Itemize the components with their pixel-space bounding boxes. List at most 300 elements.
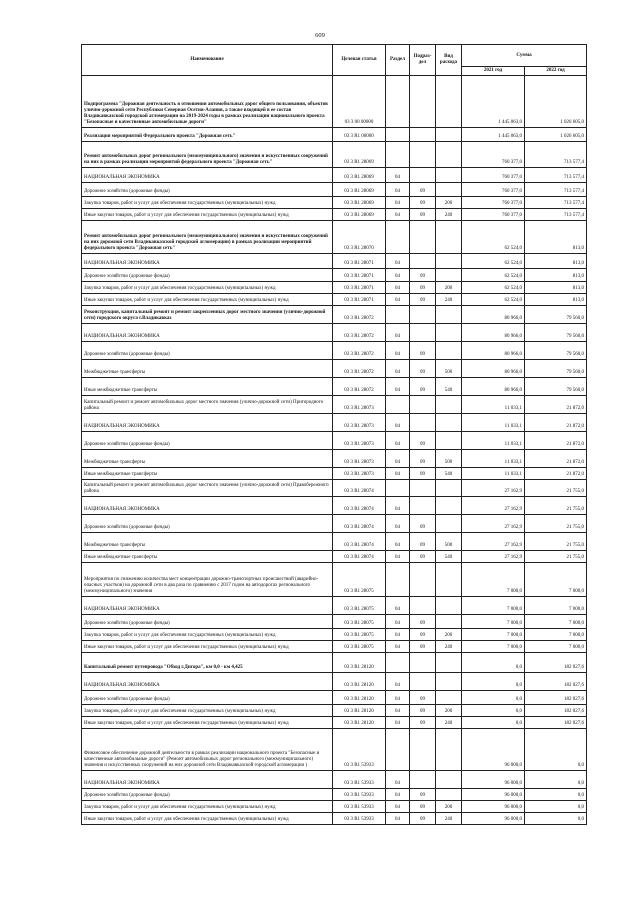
- row-sum-2021: 0,0: [462, 717, 525, 729]
- row-sum-2022: 21 872,0: [525, 396, 587, 414]
- row-expense-type: [436, 254, 462, 269]
- row-section: 04: [386, 533, 410, 551]
- row-sum-2022: 813,0: [525, 294, 587, 306]
- row-sum-2022: 7 000,0: [525, 629, 587, 641]
- row-expense-type: [436, 396, 462, 414]
- header-section: Раздел: [386, 45, 410, 76]
- table-row: [82, 729, 587, 771]
- row-subsection: [410, 76, 436, 128]
- row-sum-2021: 760 377,0: [462, 197, 525, 209]
- row-section: 04: [386, 789, 410, 801]
- row-name: НАЦИОНАЛЬНАЯ ЭКОНОМИКА: [82, 254, 333, 269]
- row-expense-type: [436, 673, 462, 691]
- row-section: 04: [386, 515, 410, 533]
- row-target-article: 03 3 R1 53933: [333, 801, 386, 813]
- row-name: НАЦИОНАЛЬНАЯ ЭКОНОМИКА: [82, 414, 333, 432]
- table-row: [82, 342, 587, 360]
- row-expense-type: [436, 771, 462, 789]
- row-expense-type: [436, 563, 462, 597]
- row-name: Иные закупки товаров, работ и услуг для обеспечения государственных (муниципальных) нужд: [82, 813, 333, 825]
- row-sum-2022: 0,0: [525, 729, 587, 771]
- row-subsection: [410, 597, 436, 615]
- row-subsection: 09: [410, 717, 436, 729]
- row-target-article: 03 3 R1 53933: [333, 729, 386, 771]
- row-target-article: 03 3 R1 28071: [333, 294, 386, 306]
- budget-table: [81, 44, 587, 825]
- row-subsection: 09: [410, 641, 436, 653]
- row-expense-type: [436, 168, 462, 183]
- row-expense-type: [436, 729, 462, 771]
- header-year-2021: 2021 год: [462, 67, 525, 76]
- row-name: Дорожное хозяйство (дорожные фонды): [82, 515, 333, 533]
- row-subsection: [410, 497, 436, 515]
- table-row: [82, 771, 587, 789]
- row-sum-2022: 713 577,4: [525, 209, 587, 221]
- row-target-article: 03 3 R1 28072: [333, 360, 386, 378]
- row-sum-2022: 182 027,6: [525, 705, 587, 717]
- row-section: 04: [386, 705, 410, 717]
- row-section: [386, 221, 410, 254]
- row-name: Ремонт автомобильных дорог регионального (межмуниципального) значения и искусственных сооружений на них дорожной сети Владикавказской городской агломерации) в рамках реализации мероприятий федерального проекта "Дорожная сеть": [82, 221, 333, 254]
- row-name: Капитальный ремонт и ремонт автомобильных дорог местного значения (улично-дорожной сети) Пригородного района: [82, 396, 333, 414]
- header-expense-type: Вид расхода: [436, 45, 462, 76]
- row-target-article: 03 3 R1 28069: [333, 168, 386, 183]
- row-section: [386, 76, 410, 128]
- row-subsection: 09: [410, 691, 436, 705]
- row-sum-2021: 27 162,9: [462, 480, 525, 497]
- row-name: Закупка товаров, работ и услуг для обеспечения государственных (муниципальных) нужд: [82, 197, 333, 209]
- table-row: [82, 468, 587, 480]
- row-sum-2022: 813,0: [525, 269, 587, 282]
- row-name: Ремонт автомобильных дорог регионального (межмуниципального) значения и искусственных сооружений на них в рамках реализации мероприятий федерального проекта "Дорожная сеть": [82, 142, 333, 168]
- row-section: 04: [386, 771, 410, 789]
- row-expense-type: 500: [436, 450, 462, 468]
- row-subsection: 09: [410, 294, 436, 306]
- row-target-article: 03 3 R1 28069: [333, 197, 386, 209]
- row-target-article: 03 3 R1 28069: [333, 142, 386, 168]
- row-subsection: 09: [410, 282, 436, 294]
- page-number: 609: [315, 32, 325, 39]
- table-row: [82, 209, 587, 221]
- table-header: [82, 45, 587, 76]
- row-sum-2021: 62 524,0: [462, 254, 525, 269]
- row-section: 04: [386, 209, 410, 221]
- row-name: Капитальный ремонт путепровода "Обход г.Дигора", км 0,0 - км 4,425: [82, 653, 333, 673]
- header-name: Наименование: [82, 45, 333, 76]
- row-sum-2021: 80 966,0: [462, 306, 525, 324]
- row-subsection: 09: [410, 342, 436, 360]
- row-name: Закупка товаров, работ и услуг для обеспечения государственных (муниципальных) нужд: [82, 629, 333, 641]
- row-subsection: 09: [410, 515, 436, 533]
- row-target-article: 03 3 R1 28072: [333, 306, 386, 324]
- row-name: Мероприятия по снижению количества мест концентрации дорожно-транспортных происшествий (аварийно-опасных участков) на дорожной сети в два раза по сравнению с 2017 годом на автодорогах регионального (межмуниципального) значения: [82, 563, 333, 597]
- row-name: НАЦИОНАЛЬНАЯ ЭКОНОМИКА: [82, 771, 333, 789]
- row-section: 04: [386, 183, 410, 197]
- row-name: Дорожное хозяйство (дорожные фонды): [82, 789, 333, 801]
- row-section: 04: [386, 282, 410, 294]
- row-name: НАЦИОНАЛЬНАЯ ЭКОНОМИКА: [82, 168, 333, 183]
- row-subsection: 09: [410, 378, 436, 396]
- row-sum-2021: 760 377,0: [462, 183, 525, 197]
- row-subsection: 09: [410, 813, 436, 825]
- row-sum-2022: 21 755,0: [525, 515, 587, 533]
- row-sum-2021: 7 000,0: [462, 641, 525, 653]
- row-subsection: 09: [410, 183, 436, 197]
- row-subsection: 09: [410, 801, 436, 813]
- row-sum-2022: 79 560,0: [525, 360, 587, 378]
- row-sum-2022: 1 026 605,0: [525, 76, 587, 128]
- row-target-article: 03 3 R1 28073: [333, 414, 386, 432]
- row-name: Иные закупки товаров, работ и услуг для обеспечения государственных (муниципальных) нужд: [82, 717, 333, 729]
- row-sum-2021: 11 033,1: [462, 414, 525, 432]
- row-sum-2021: 96 000,0: [462, 813, 525, 825]
- table-row: [82, 801, 587, 813]
- row-name: Межбюджетные трансферты: [82, 533, 333, 551]
- table-row: [82, 269, 587, 282]
- row-sum-2022: 21 872,0: [525, 432, 587, 450]
- row-name: Финансовое обеспечение дорожной деятельности в рамках реализации национального проекта "Безопасные и качественные автомобильные дороги" (Ремонт автомобильных дорог регионального (межмуниципального) значения и искусственных сооружений на них дорожной сети Владикавказской городской агломерации ): [82, 729, 333, 771]
- row-sum-2022: 813,0: [525, 254, 587, 269]
- row-section: 04: [386, 254, 410, 269]
- row-subsection: 09: [410, 197, 436, 209]
- row-subsection: 09: [410, 450, 436, 468]
- row-sum-2021: 1 445 063,0: [462, 128, 525, 142]
- row-target-article: 03 3 R1 28075: [333, 641, 386, 653]
- row-expense-type: 500: [436, 533, 462, 551]
- table-row: [82, 789, 587, 801]
- row-target-article: 03 3 R1 28072: [333, 324, 386, 342]
- row-expense-type: [436, 480, 462, 497]
- row-target-article: 03 3 R1 28074: [333, 480, 386, 497]
- table-row: [82, 533, 587, 551]
- row-target-article: 03 3 R1 28071: [333, 254, 386, 269]
- row-target-article: 03 3 R1 28072: [333, 342, 386, 360]
- row-sum-2022: 21 755,0: [525, 551, 587, 563]
- row-sum-2022: 79 560,0: [525, 324, 587, 342]
- row-expense-type: [436, 76, 462, 128]
- row-section: [386, 563, 410, 597]
- row-section: 04: [386, 551, 410, 563]
- row-sum-2021: 11 033,1: [462, 450, 525, 468]
- table-row: [82, 691, 587, 705]
- row-sum-2022: 0,0: [525, 789, 587, 801]
- row-sum-2022: 7 000,0: [525, 641, 587, 653]
- row-section: 04: [386, 717, 410, 729]
- row-name: НАЦИОНАЛЬНАЯ ЭКОНОМИКА: [82, 597, 333, 615]
- row-expense-type: [436, 324, 462, 342]
- row-section: [386, 142, 410, 168]
- row-sum-2021: 27 162,9: [462, 551, 525, 563]
- row-sum-2021: 62 524,0: [462, 282, 525, 294]
- table-row: [82, 378, 587, 396]
- table-row: [82, 360, 587, 378]
- row-sum-2021: 96 000,0: [462, 771, 525, 789]
- row-section: 04: [386, 468, 410, 480]
- row-section: 04: [386, 450, 410, 468]
- row-name: Реализация мероприятий Федерального проекта "Дорожная сеть": [82, 128, 333, 142]
- row-name: Межбюджетные трансферты: [82, 450, 333, 468]
- header-year-2022: 2022 год: [525, 67, 587, 76]
- row-sum-2022: 0,0: [525, 771, 587, 789]
- row-target-article: 03 3 R1 28075: [333, 615, 386, 629]
- table-row: [82, 197, 587, 209]
- row-target-article: 03 3 R1 28073: [333, 396, 386, 414]
- table-body: [82, 76, 587, 825]
- row-name: Иные межбюджетные трансферты: [82, 378, 333, 396]
- table-row: [82, 813, 587, 825]
- row-section: 04: [386, 641, 410, 653]
- row-subsection: 09: [410, 629, 436, 641]
- row-subsection: 09: [410, 615, 436, 629]
- row-expense-type: [436, 615, 462, 629]
- table-row: [82, 629, 587, 641]
- row-name: НАЦИОНАЛЬНАЯ ЭКОНОМИКА: [82, 673, 333, 691]
- row-target-article: 03 3 R1 28073: [333, 432, 386, 450]
- row-subsection: [410, 142, 436, 168]
- row-section: 04: [386, 813, 410, 825]
- row-section: 04: [386, 615, 410, 629]
- row-expense-type: 240: [436, 641, 462, 653]
- row-section: 04: [386, 629, 410, 641]
- row-subsection: [410, 414, 436, 432]
- row-subsection: 09: [410, 432, 436, 450]
- row-name: НАЦИОНАЛЬНАЯ ЭКОНОМИКА: [82, 324, 333, 342]
- row-sum-2021: 62 524,0: [462, 221, 525, 254]
- row-name: Подпрограмма "Дорожная деятельность в отношении автомобильных дорог общего пользования, объектов улично-дорожной сети Республики Северная Осетия-Алания, а также входящей в ее состав Владикавказской городской агломерации на 2019-2024 годы в рамках реализации национального проекта "Безопасные и качественные автомобильные дороги": [82, 76, 333, 128]
- row-target-article: 03 3 R1 28120: [333, 705, 386, 717]
- row-sum-2022: 813,0: [525, 282, 587, 294]
- table-row: [82, 515, 587, 533]
- row-subsection: [410, 168, 436, 183]
- row-expense-type: [436, 342, 462, 360]
- row-section: [386, 396, 410, 414]
- row-name: Реконструкция, капитальный ремонт и ремонт закрепленных дорог местного значения (улично-дорожной сети) городского округа г.Владикавказ: [82, 306, 333, 324]
- row-sum-2022: 713 577,4: [525, 183, 587, 197]
- row-expense-type: [436, 269, 462, 282]
- row-sum-2022: 79 560,0: [525, 378, 587, 396]
- row-subsection: [410, 480, 436, 497]
- row-expense-type: 240: [436, 209, 462, 221]
- row-expense-type: [436, 789, 462, 801]
- row-section: 04: [386, 294, 410, 306]
- row-sum-2021: 27 162,9: [462, 515, 525, 533]
- row-target-article: 03 3 R1 28070: [333, 221, 386, 254]
- row-subsection: 09: [410, 468, 436, 480]
- table-row: [82, 142, 587, 168]
- row-subsection: [410, 563, 436, 597]
- row-sum-2021: 7 000,0: [462, 597, 525, 615]
- table-row: [82, 653, 587, 673]
- row-subsection: 09: [410, 533, 436, 551]
- row-target-article: 03 3 R1 53933: [333, 813, 386, 825]
- row-name: Иные закупки товаров, работ и услуг для обеспечения государственных (муниципальных) нужд: [82, 209, 333, 221]
- row-sum-2022: 182 027,6: [525, 673, 587, 691]
- row-sum-2022: 21 755,0: [525, 480, 587, 497]
- table-row: [82, 497, 587, 515]
- table-row: [82, 414, 587, 432]
- row-target-article: 03 3 R1 53933: [333, 789, 386, 801]
- table-row: [82, 432, 587, 450]
- row-expense-type: 240: [436, 294, 462, 306]
- row-sum-2021: 80 966,0: [462, 342, 525, 360]
- row-sum-2021: 0,0: [462, 705, 525, 717]
- row-sum-2022: 713 577,4: [525, 142, 587, 168]
- table-row: [82, 294, 587, 306]
- row-target-article: 03 3 R1 28069: [333, 209, 386, 221]
- row-target-article: 03 3 R1 28071: [333, 282, 386, 294]
- row-expense-type: [436, 183, 462, 197]
- row-expense-type: 240: [436, 813, 462, 825]
- row-subsection: 09: [410, 705, 436, 717]
- row-sum-2021: 11 033,1: [462, 432, 525, 450]
- table-row: [82, 306, 587, 324]
- row-sum-2021: 96 000,0: [462, 789, 525, 801]
- row-sum-2022: 7 000,0: [525, 615, 587, 629]
- row-sum-2021: 7 000,0: [462, 563, 525, 597]
- row-sum-2022: 813,0: [525, 221, 587, 254]
- row-sum-2021: 0,0: [462, 691, 525, 705]
- row-name: Иные межбюджетные трансферты: [82, 468, 333, 480]
- table-row: [82, 183, 587, 197]
- table-row: [82, 168, 587, 183]
- row-sum-2022: 21 872,0: [525, 450, 587, 468]
- row-section: [386, 653, 410, 673]
- table-row: [82, 254, 587, 269]
- table-row: [82, 480, 587, 497]
- row-sum-2021: 80 966,0: [462, 324, 525, 342]
- row-sum-2022: 21 872,0: [525, 414, 587, 432]
- header-sum: Сумма: [462, 45, 587, 67]
- row-subsection: 09: [410, 789, 436, 801]
- row-name: Закупка товаров, работ и услуг для обеспечения государственных (муниципальных) нужд: [82, 705, 333, 717]
- row-target-article: 03 3 R1 28120: [333, 673, 386, 691]
- row-target-article: 03 3 R1 28120: [333, 691, 386, 705]
- table-row: [82, 717, 587, 729]
- row-expense-type: [436, 306, 462, 324]
- row-name: Дорожное хозяйство (дорожные фонды): [82, 342, 333, 360]
- row-section: 04: [386, 168, 410, 183]
- row-target-article: 03 3 R1 28075: [333, 629, 386, 641]
- row-target-article: 03 3 R1 28120: [333, 653, 386, 673]
- row-sum-2021: 1 445 063,0: [462, 76, 525, 128]
- row-subsection: [410, 254, 436, 269]
- row-expense-type: 540: [436, 551, 462, 563]
- row-section: 04: [386, 497, 410, 515]
- row-expense-type: 200: [436, 705, 462, 717]
- row-target-article: 03 3 R1 28075: [333, 563, 386, 597]
- row-subsection: [410, 306, 436, 324]
- row-sum-2022: 79 560,0: [525, 342, 587, 360]
- row-target-article: 03 3 R1 28073: [333, 450, 386, 468]
- row-sum-2021: 7 000,0: [462, 615, 525, 629]
- row-expense-type: 200: [436, 282, 462, 294]
- row-sum-2021: 7 000,0: [462, 629, 525, 641]
- row-name: Межбюджетные трансферты: [82, 360, 333, 378]
- row-expense-type: 500: [436, 360, 462, 378]
- row-sum-2022: 1 026 605,0: [525, 128, 587, 142]
- row-target-article: 03 3 R1 28120: [333, 717, 386, 729]
- row-sum-2022: 21 872,0: [525, 468, 587, 480]
- row-expense-type: [436, 597, 462, 615]
- row-sum-2021: 27 162,9: [462, 533, 525, 551]
- row-expense-type: [436, 691, 462, 705]
- row-sum-2021: 27 162,9: [462, 497, 525, 515]
- row-subsection: [410, 673, 436, 691]
- row-name: Дорожное хозяйство (дорожные фонды): [82, 432, 333, 450]
- row-sum-2022: 0,0: [525, 801, 587, 813]
- row-expense-type: 540: [436, 468, 462, 480]
- row-sum-2022: 21 755,0: [525, 533, 587, 551]
- table-row: [82, 450, 587, 468]
- row-target-article: 03 3 R1 28074: [333, 497, 386, 515]
- row-subsection: 09: [410, 209, 436, 221]
- row-section: [386, 729, 410, 771]
- row-subsection: 09: [410, 551, 436, 563]
- row-section: [386, 306, 410, 324]
- row-sum-2022: 182 027,6: [525, 691, 587, 705]
- row-target-article: 03 3 R1 28073: [333, 468, 386, 480]
- row-section: 04: [386, 673, 410, 691]
- row-target-article: 03 3 R1 28072: [333, 378, 386, 396]
- row-target-article: 03 3 00 00000: [333, 76, 386, 128]
- row-sum-2021: 760 377,0: [462, 209, 525, 221]
- row-target-article: 03 3 R1 28074: [333, 551, 386, 563]
- row-subsection: [410, 653, 436, 673]
- row-section: [386, 128, 410, 142]
- row-expense-type: 540: [436, 378, 462, 396]
- row-expense-type: [436, 128, 462, 142]
- row-target-article: 03 3 R1 00000: [333, 128, 386, 142]
- row-target-article: 03 3 R1 28074: [333, 515, 386, 533]
- row-expense-type: [436, 432, 462, 450]
- header-article: Целевая статья: [333, 45, 386, 76]
- row-sum-2021: 11 033,1: [462, 396, 525, 414]
- row-sum-2021: 80 966,0: [462, 378, 525, 396]
- row-subsection: 09: [410, 269, 436, 282]
- row-name: НАЦИОНАЛЬНАЯ ЭКОНОМИКА: [82, 497, 333, 515]
- row-section: 04: [386, 378, 410, 396]
- row-sum-2021: 80 966,0: [462, 360, 525, 378]
- table-row: [82, 641, 587, 653]
- row-sum-2021: 11 033,1: [462, 468, 525, 480]
- table-row: [82, 705, 587, 717]
- row-section: 04: [386, 269, 410, 282]
- table-row: [82, 221, 587, 254]
- row-sum-2022: 182 027,6: [525, 717, 587, 729]
- row-sum-2021: 760 377,0: [462, 142, 525, 168]
- row-sum-2022: 7 000,0: [525, 563, 587, 597]
- row-target-article: 03 3 R1 28075: [333, 597, 386, 615]
- row-name: Дорожное хозяйство (дорожные фонды): [82, 269, 333, 282]
- row-section: [386, 480, 410, 497]
- row-sum-2021: 62 524,0: [462, 294, 525, 306]
- row-target-article: 03 3 R1 28071: [333, 269, 386, 282]
- row-subsection: 09: [410, 360, 436, 378]
- table-row: [82, 128, 587, 142]
- table-row: [82, 396, 587, 414]
- row-section: 04: [386, 691, 410, 705]
- row-section: 04: [386, 414, 410, 432]
- row-name: Дорожное хозяйство (дорожные фонды): [82, 183, 333, 197]
- row-sum-2022: 7 000,0: [525, 597, 587, 615]
- table-row: [82, 551, 587, 563]
- table-row: [82, 563, 587, 597]
- row-sum-2021: 0,0: [462, 673, 525, 691]
- table-row: [82, 597, 587, 615]
- row-sum-2021: 62 524,0: [462, 269, 525, 282]
- row-expense-type: [436, 142, 462, 168]
- row-subsection: [410, 128, 436, 142]
